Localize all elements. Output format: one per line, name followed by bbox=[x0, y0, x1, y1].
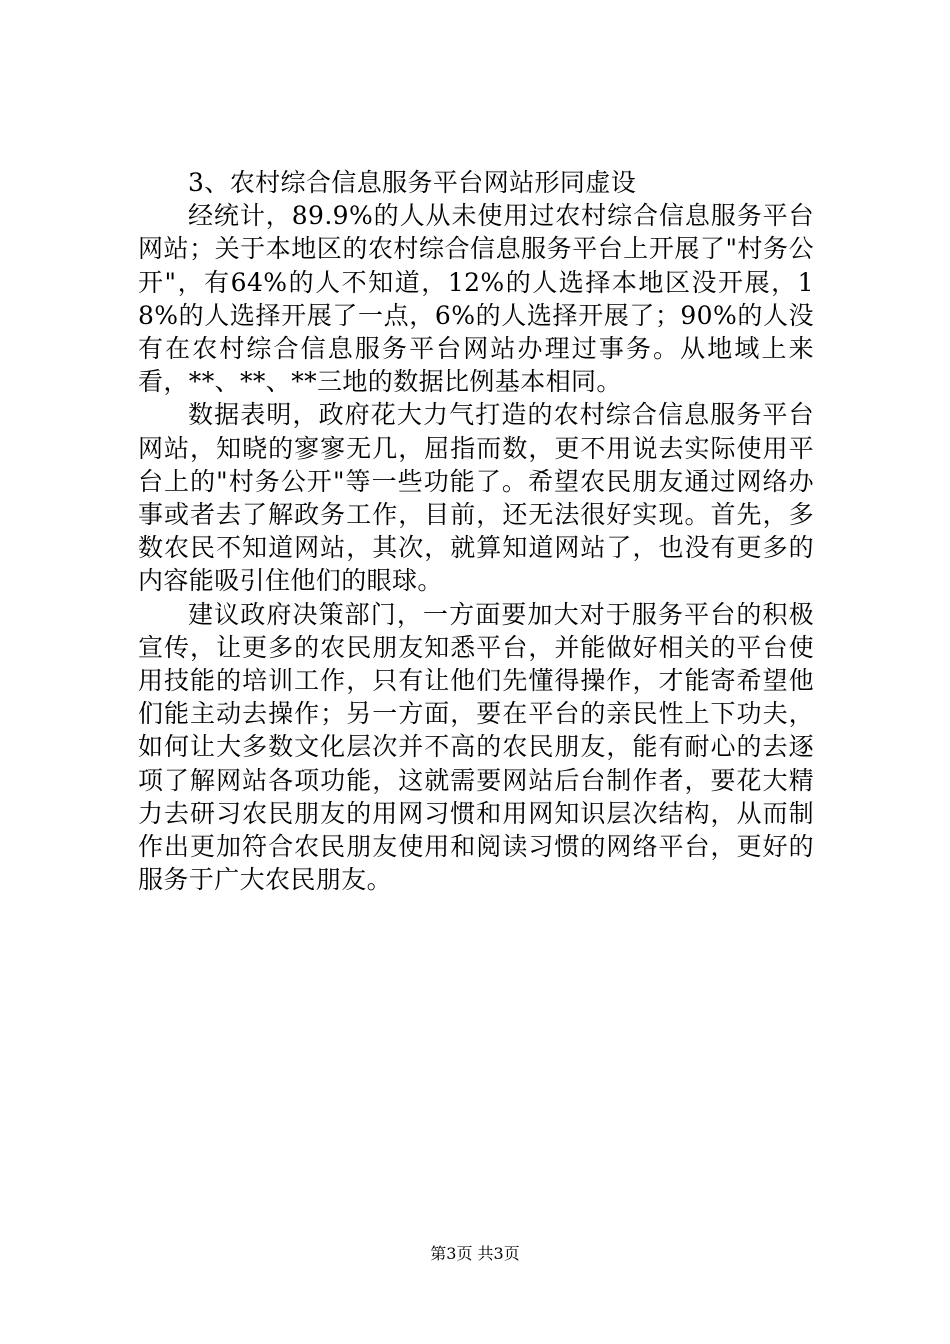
document-body bbox=[138, 166, 814, 896]
paragraph-recommendation: 建议政府决策部门，一方面要加大对于服务平台的积极宣传，让更多的农民朋友知悉平台，并能做好相关的平台使用技能的培训工作，只有让他们先懂得操作，才能寄希望他们能主动去操作；另一方面，要在平台的亲民性上下功夫，如何让大多数文化层次并不高的农民朋友，能有耐心的去逐项了解网站各项功能，这就需要网站后台制作者，要花大精力去研习农民朋友的用网习惯和用网知识层次结构，从而制作出更加符合农民朋友使用和阅读习惯的网络平台，更好的服务于广大农民朋友。 bbox=[138, 599, 814, 895]
paragraph-analysis: 数据表明，政府花大力气打造的农村综合信息服务平台网站，知晓的寥寥无几，屈指而数，更不用说去实际使用平台上的"村务公开"等一些功能了。希望农民朋友通过网络办事或者去了解政务工作，目前，还无法很好实现。首先，多数农民不知道网站，其次，就算知道网站了，也没有更多的内容能吸引住他们的眼球。 bbox=[138, 400, 814, 596]
section-heading: 3、农村综合信息服务平台网站形同虚设 bbox=[188, 168, 637, 197]
paragraph-statistics: 经统计，89.9%的人从未使用过农村综合信息服务平台网站；关于本地区的农村综合信息服务平台上开展了"村务公开"，有64%的人不知道，12%的人选择本地区没开展，18%的人选择开展了一点，6%的人选择开展了；90%的人没有在农村综合信息服务平台网站办理过事务。从地域上来看，**、**、**三地的数据比例基本相同。 bbox=[138, 201, 814, 397]
page-number: 第3页 共3页 bbox=[430, 1244, 520, 1263]
